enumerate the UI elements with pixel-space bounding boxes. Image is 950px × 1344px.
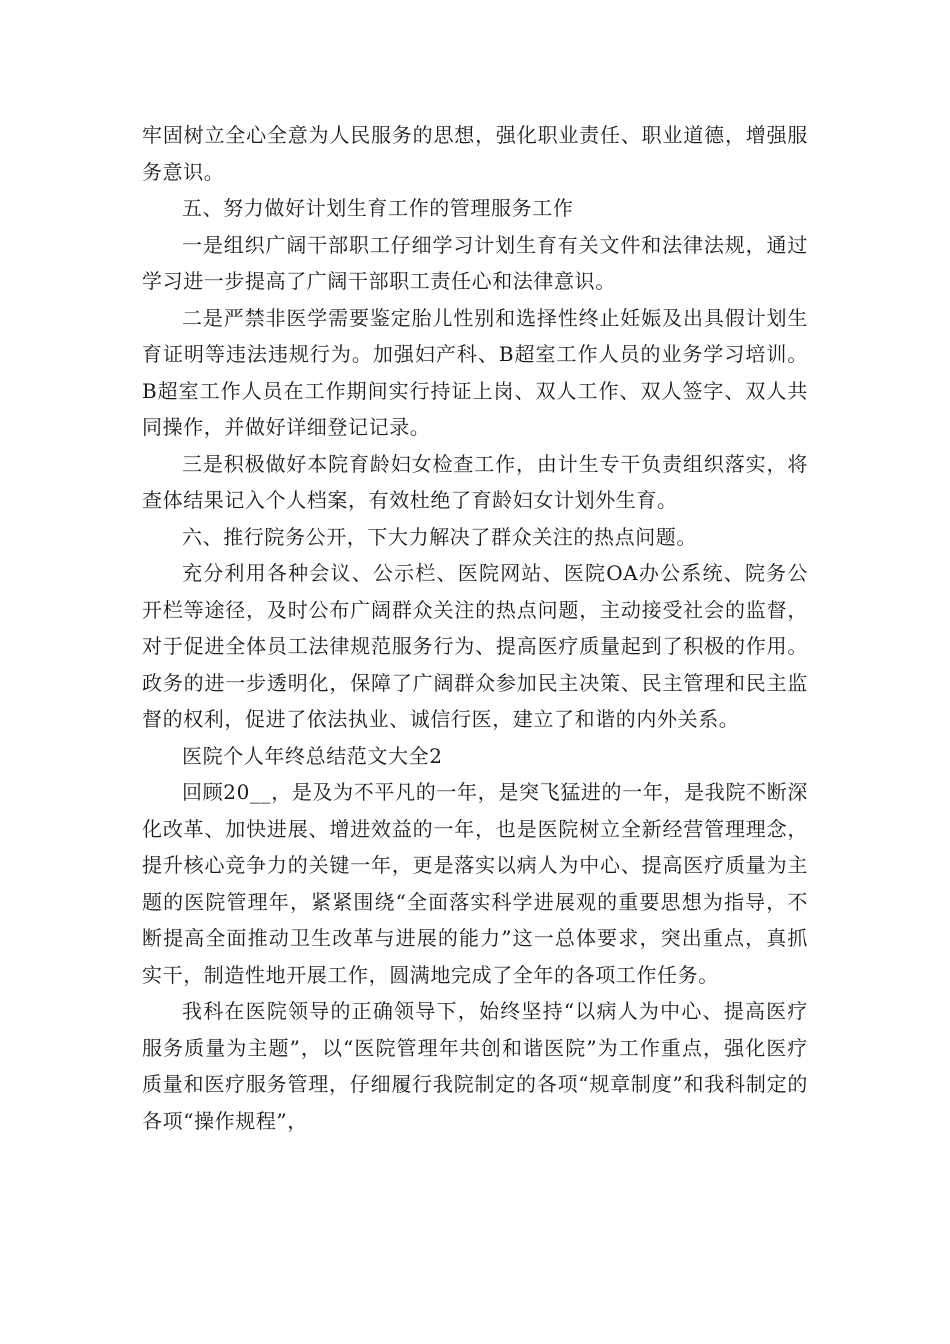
paragraph-item-3: 三是积极做好本院育龄妇女检查工作，由计生专干负责组织落实，将查体结果记入个人档案，有效杜绝了育龄妇女计划外生育。 <box>142 451 808 512</box>
paragraph-item-2: 二是严禁非医学需要鉴定胎儿性别和选择性终止妊娠及出具假计划生育证明等违法违规行为。加强妇产科、B超室工作人员的业务学习培训。B超室工作人员在工作期间实行持证上岗、双人工作、双人签字、双人共同操作，并做好详细登记记录。 <box>142 305 808 439</box>
paragraph-item-1: 一是组织广阔干部职工仔细学习计划生育有关文件和法律法规，通过学习进一步提高了广阔干部职工责任心和法律意识。 <box>142 232 808 293</box>
paragraph-department: 我科在医院领导的正确领导下，始终坚持“以病人为中心、提高医疗服务质量为主题”，以“医院管理年共创和谐医院”为工作重点，强化医疗质量和医疗服务管理，仔细履行我院制定的各项“规章制度”和我科制定的各项“操作规程”， <box>142 999 808 1133</box>
paragraph-review: 回顾20__，是及为不平凡的一年，是突飞猛进的一年，是我院不断深化改革、加快进展、增进效益的一年，也是医院树立全新经营管理理念，提升核心竞争力的关键一年，更是落实以病人为中心、提高医疗质量为主题的医院管理年，紧紧围绕“全面落实科学进展观的重要思想为指导，不断提高全面推动卫生改革与进展的能力”这一总体要求，突出重点，真抓实干，制造性地开展工作，圆满地完成了全年的各项工作任务。 <box>142 780 808 987</box>
section-heading-6: 六、推行院务公开，下大力解决了群众关注的热点问题。 <box>182 524 697 549</box>
section-heading-5: 五、努力做好计划生育工作的管理服务工作 <box>182 196 574 220</box>
document-body <box>142 117 808 1139</box>
paragraph-hospital-affairs: 充分利用各种会议、公示栏、医院网站、医院OA办公系统、院务公开栏等途径，及时公布广阔群众关注的热点问题，主动接受社会的监督，对于促进全体员工法律规范服务行为、提高医疗质量起到了积极的作用。政务的进一步透明化，保障了广阔群众参加民主决策、民主管理和民主监督的权利，促进了依法执业、诚信行医，建立了和谐的内外关系。 <box>142 561 808 731</box>
paragraph-continuation: 牢固树立全心全意为人民服务的思想，强化职业责任、职业道德，增强服务意识。 <box>142 123 808 184</box>
document-subtitle: 医院个人年终总结范文大全2 <box>182 743 443 768</box>
